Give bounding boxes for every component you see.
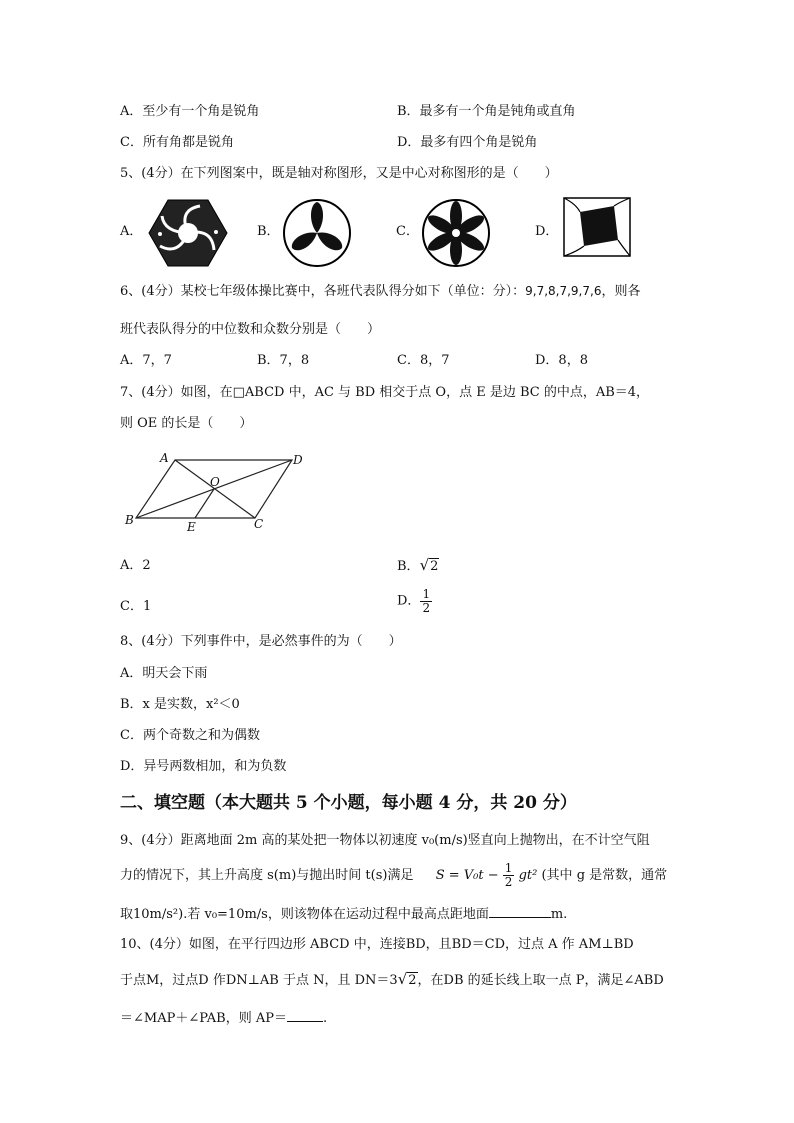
q5-figure-b-three-petals xyxy=(282,198,352,268)
q9-line2 xyxy=(120,858,667,894)
q7-option-d xyxy=(397,588,432,624)
q7-option-b-radicand: 2 xyxy=(430,559,439,574)
label-a: A xyxy=(160,451,169,465)
q7-parallelogram-diagram xyxy=(120,448,320,536)
label-c: C xyxy=(254,517,264,531)
q4-option-a: A．至少有一个角是锐角 xyxy=(120,104,260,119)
q6-option-b: B．7，8 xyxy=(257,353,310,368)
q10-line2 xyxy=(120,970,664,990)
q10-radicand: 2 xyxy=(408,973,417,988)
q10-line3 xyxy=(120,1009,327,1028)
fraction-denominator: 2 xyxy=(422,601,431,615)
q4-option-b: B．最多有一个角是钝角或直角 xyxy=(397,104,576,119)
q7-option-c: C．1 xyxy=(120,599,152,614)
q5-figure-a-hexagon-pinwheel xyxy=(148,198,228,268)
q7-stem-line2: 则 OE 的长是（ ） xyxy=(120,416,253,431)
q7-option-d-prefix: D． xyxy=(397,593,421,609)
q8-option-c: C．两个奇数之和为偶数 xyxy=(120,728,260,743)
q5-label-a: A． xyxy=(120,224,143,239)
q6-stem-line1 xyxy=(120,282,640,301)
q10-radical-coef: 3 xyxy=(389,973,398,988)
q9-answer-blank[interactable] xyxy=(489,905,551,918)
q6-option-a: A．7，7 xyxy=(120,353,172,368)
q5-label-c: C． xyxy=(396,224,419,239)
q9-line3 xyxy=(120,905,567,924)
q6-stem-end: ，则各 xyxy=(601,284,641,299)
q5-label-b: B． xyxy=(257,224,280,239)
q10-line1: 10、(4分）如图，在平行四边形 ABCD 中，连接BD，且BD＝CD，过点 A 作 AM⊥BD xyxy=(120,937,634,952)
q10-line3-text: ＝∠MAP＋∠PAB，则 AP＝ xyxy=(120,1011,287,1026)
q6-stem-text: 6、(4分）某校七年级体操比赛中，各班代表队得分如下（单位：分）： xyxy=(120,284,526,299)
q6-option-d: D．8，8 xyxy=(535,353,588,368)
sqrt-icon: √ xyxy=(397,970,408,988)
q6-stem-line2: 班代表队得分的中位数和众数分别是（ ） xyxy=(120,322,381,337)
q8-option-a: A．明天会下雨 xyxy=(120,666,208,681)
q9-line3-unit: m. xyxy=(550,907,568,922)
q8-stem: 8、(4分）下列事件中，是必然事件的为（ ） xyxy=(120,634,402,649)
q7-stem-line1: 7、(4分）如图，在□ABCD 中，AC 与 BD 相交于点 O，点 E 是边 BC 的中点，AB＝4， xyxy=(120,385,650,400)
q7-option-b xyxy=(397,556,439,576)
fraction-numerator: 1 xyxy=(422,587,431,601)
q7-option-b-prefix: B． xyxy=(397,559,420,574)
sqrt-icon: √ xyxy=(419,556,430,574)
q10-line2-tail: ，在DB 的延长线上取一点 P，满足∠ABD xyxy=(417,973,664,988)
q9-formula-right: gt² xyxy=(518,868,538,883)
label-e: E xyxy=(187,520,196,534)
q6-score-data: 9,7,8,7,9,7,6 xyxy=(525,284,602,298)
q9-line1: 9、(4分）距离地面 2m 高的某处把一物体以初速度 v₀(m/s)竖直向上抛物出，在不计空气阻 xyxy=(120,833,650,848)
section-2-title: 二、填空题（本大题共 5 个小题，每小题 4 分，共 20 分） xyxy=(120,793,577,813)
q9-line3-text: 取10m/s²).若 v₀=10m/s，则该物体在运动过程中最高点距地面 xyxy=(120,907,489,922)
q6-option-c: C．8，7 xyxy=(397,353,450,368)
q5-stem: 5、(4分）在下列图案中，既是轴对称图形，又是中心对称图形的是（ ） xyxy=(120,166,558,181)
q7-option-a: A．2 xyxy=(120,558,151,573)
q9-line2-text: 力的情况下，其上升高度 s(m)与抛出时间 t(s)满足 xyxy=(120,868,414,883)
segment-oe xyxy=(195,489,214,518)
q5-label-d: D． xyxy=(535,224,559,239)
q4-option-c: C．所有角都是锐角 xyxy=(120,135,234,150)
q5-figure-c-six-petals xyxy=(421,198,491,268)
fraction-denominator: 2 xyxy=(504,875,513,889)
q5-figure-d-square-in-frame xyxy=(562,196,634,260)
q10-line2-text: 于点M，过点D 作DN⊥AB 于点 N，且 DN＝ xyxy=(120,973,390,988)
q10-line3-end: . xyxy=(323,1011,328,1026)
q9-formula-fraction xyxy=(503,862,515,889)
q9-formula-left: S = V₀t − xyxy=(435,868,499,883)
fraction-numerator: 1 xyxy=(504,861,513,875)
q8-option-b: B．x 是实数，x²＜0 xyxy=(120,697,240,712)
q8-option-d: D．异号两数相加，和为负数 xyxy=(120,759,287,774)
label-o: O xyxy=(210,475,220,489)
q10-answer-blank[interactable] xyxy=(287,1009,323,1022)
q4-option-d: D．最多有四个角是锐角 xyxy=(397,135,538,150)
label-d: D xyxy=(293,453,303,467)
q9-line2-tail: (其中 g 是常数，通常 xyxy=(541,868,668,883)
q7-option-d-fraction xyxy=(420,588,432,615)
label-b: B xyxy=(125,513,134,527)
